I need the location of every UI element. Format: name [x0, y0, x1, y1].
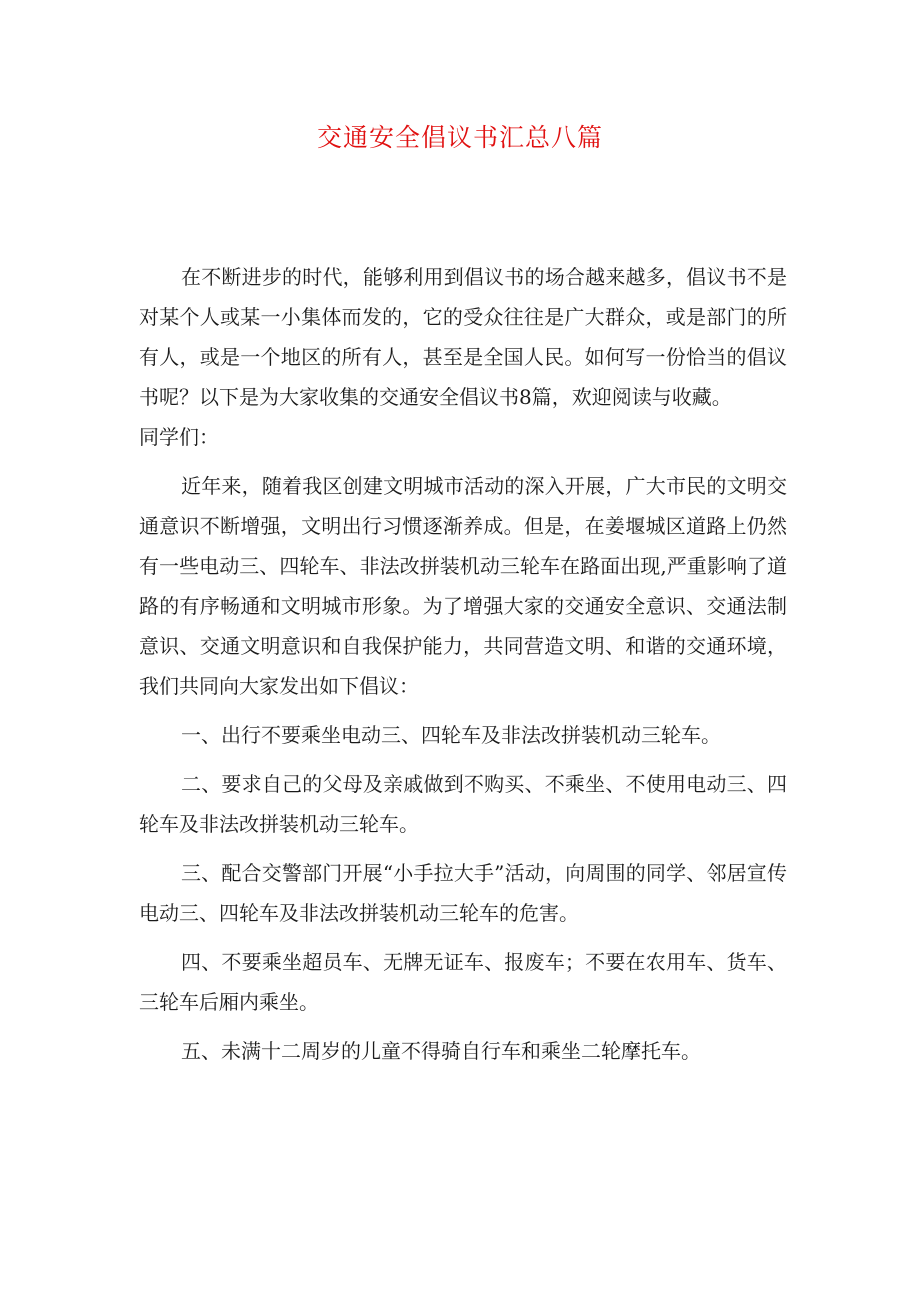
proposal-item-4: 四、不要乘坐超员车、无牌无证车、报废车；不要在农用车、货车、三轮车后厢内乘坐。 — [139, 950, 787, 1014]
proposal-item-2: 二、要求自己的父母及亲戚做到不购买、不乘坐、不使用电动三、四轮车及非法改拼装机动三轮车。 — [139, 772, 787, 836]
proposal-item-1: 一、出行不要乘坐电动三、四轮车及非法改拼装机动三轮车。 — [181, 723, 721, 747]
intro-paragraph: 在不断进步的时代，能够利用到倡议书的场合越来越多，倡议书不是对某个人或某一小集体而发的，它的受众往往是广大群众，或是部门的所有人，或是一个地区的所有人，甚至是全国人民。如何写一份恰当的倡议书呢？以下是为大家收集的交通安全倡议书8篇，欢迎阅读与收藏。 — [139, 265, 787, 409]
proposal-item-5: 五、未满十二周岁的儿童不得骑自行车和乘坐二轮摩托车。 — [181, 1039, 701, 1063]
proposal-paragraph: 近年来，随着我区创建文明城市活动的深入开展，广大市民的文明交通意识不断增强，文明出行习惯逐渐养成。但是，在姜堰城区道路上仍然有一些电动三、四轮车、非法改拼装机动三轮车在路面出现,严重影响了道路的有序畅通和文明城市形象。为了增强大家的交通安全意识、交通法制意识、交通文明意识和自我保护能力，共同营造文明、和谐的交通环境，我们共同向大家发出如下倡议： — [139, 474, 787, 698]
document-body — [139, 257, 787, 1071]
document-title: 交通安全倡议书汇总八篇 — [316, 123, 603, 152]
proposal-item-3: 三、配合交警部门开展“小手拉大手”活动，向周围的同学、邻居宣传电动三、四轮车及非法改拼装机动三轮车的危害。 — [139, 861, 787, 925]
salutation: 同学们： — [139, 425, 219, 449]
